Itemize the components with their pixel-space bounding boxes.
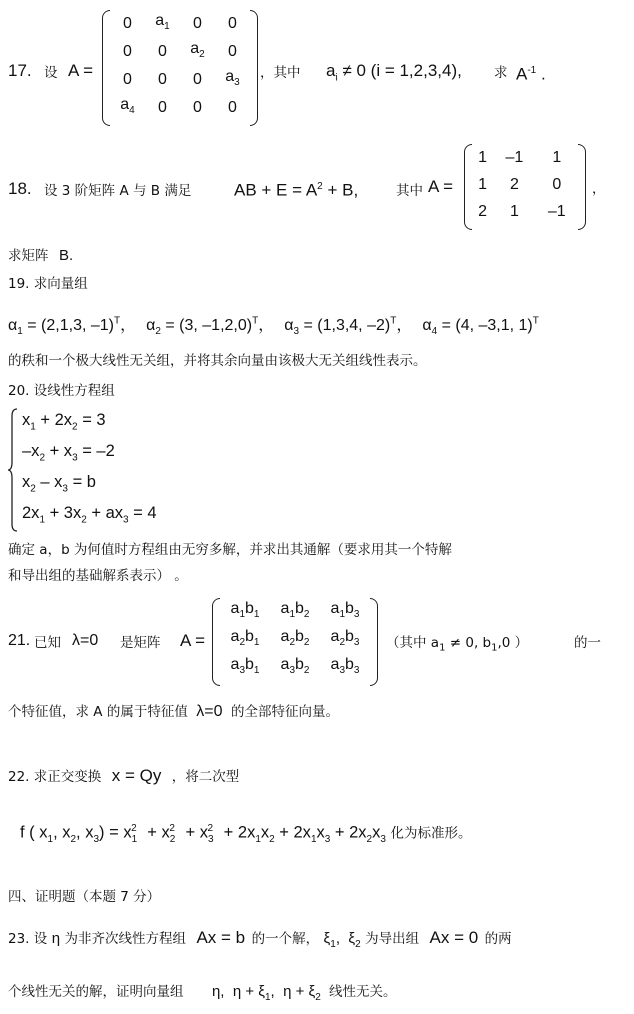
- section-title: 四、证明题（本题 7 分）: [8, 889, 161, 905]
- q19-description: 的秩和一个极大线性无关组，并将其余向量由该极大无关组线性表示。: [8, 353, 427, 369]
- matrix-cell-subscript: 3: [353, 609, 360, 621]
- q22-formula: f ( $x_1$, $x_2$, $x_3) = x_1^2 + x_2^2 + x_3^2 + 2x_1x_2 + 2x_1x_3 + 2x_2x_3$ 化为标准形。: [20, 823, 472, 845]
- equation-term: = 3: [77, 411, 106, 429]
- q19-vectors: [8, 313, 549, 342]
- matrix-cell-subscript: 2: [303, 609, 310, 621]
- q21-lead: 已知: [34, 635, 61, 651]
- vector-alpha-3: [284, 316, 413, 338]
- q20-equation-4: [22, 504, 157, 525]
- matrix-cell: 0: [123, 43, 132, 60]
- matrix-cell-subscript: 4: [129, 105, 135, 117]
- matrix-cell-subscript: 3: [289, 665, 295, 677]
- matrix-cell-subscript: 3: [353, 637, 360, 649]
- q18-ask-var: B.: [58, 247, 74, 264]
- equation-term: + x: [45, 442, 73, 460]
- vector-subscript: 2: [155, 326, 161, 338]
- matrix-cell-subscript: 2: [339, 637, 345, 649]
- matrix-cell-subscript: 2: [303, 665, 310, 677]
- equation-subscript: 1: [30, 421, 36, 433]
- q21-lambda: λ=0: [72, 632, 99, 649]
- q22-line1-a: 22. 求正交变换: [8, 769, 102, 785]
- vector-name: α: [8, 317, 18, 335]
- q20-equation-2: [22, 442, 115, 463]
- q20-line-b: [8, 567, 188, 585]
- vector-separator: ，: [396, 317, 413, 335]
- q20-equation-3: [22, 473, 96, 494]
- equation-subscript: 2: [81, 514, 87, 526]
- section-heading: [8, 888, 160, 906]
- matrix-cell: $a_2b_3$: [330, 627, 360, 649]
- q21-line2: [8, 703, 339, 721]
- q23-line2-b: 线性无关。: [328, 984, 397, 1000]
- q18-lhs: A =: [428, 177, 454, 196]
- vector-alpha-1: [8, 316, 137, 338]
- matrix-cell: $a_1b_2$: [280, 599, 310, 621]
- matrix-cell: $a_3b_3$: [330, 655, 360, 677]
- matrix-cell: $a_4$: [120, 95, 135, 117]
- matrix-cell: $a_3b_1$: [230, 655, 260, 677]
- q18-lead: 设 3 阶矩阵 A 与 B 满足: [44, 183, 192, 199]
- q20-instruction-a: 确定 a，b 为何值时方程组由无穷多解，并求出其通解（要求用其一个特解: [8, 542, 452, 558]
- q17-number: 17.: [8, 61, 32, 80]
- q23-line1-a: 23. 设: [8, 931, 48, 947]
- q18-ask: 求矩阵: [8, 248, 49, 264]
- q21-number: 21.: [8, 632, 31, 649]
- matrix-cell: 1: [509, 202, 519, 220]
- q23-eq1: Ax = b: [196, 928, 246, 947]
- q20-instruction-b: 和导出组的基础解系表示） 。: [8, 568, 188, 584]
- q21-condition: （其中 $a_1 \ne 0$, $b_1,0$ ）: [386, 635, 529, 654]
- matrix-cell-subscript: 2: [303, 637, 310, 649]
- q18-ask-line: [8, 247, 73, 265]
- equation-term: + ax: [86, 504, 124, 522]
- matrix-cell: 0: [123, 71, 132, 88]
- equation-subscript: 3: [62, 483, 68, 495]
- q17-condition: $a_i \ne 0$ (i = 1,2,3,4),: [326, 61, 462, 84]
- vector-value: = (4, –3,1, 1): [437, 317, 533, 335]
- matrix-cell: –1: [505, 148, 524, 166]
- matrix-cell-subscript: 3: [234, 77, 240, 89]
- matrix-cell: 1: [552, 148, 562, 166]
- vector-separator: ，: [120, 317, 137, 335]
- matrix-cell: 0: [228, 99, 237, 116]
- q17-ask: 求: [494, 65, 508, 81]
- vector-value: = (2,1,3, –1): [22, 317, 114, 335]
- q22-transform: x = Qy: [111, 766, 162, 785]
- vector-value: = (3, –1,2,0): [160, 317, 253, 335]
- q17-target: $A^{-1}$ .: [516, 64, 546, 84]
- q23-vector-set: η, $\eta + \xi_1$, $\eta + \xi_2$: [211, 983, 321, 1003]
- q21-line2-c: 的全部特征向量。: [230, 704, 339, 720]
- matrix-cell: 0: [228, 15, 237, 32]
- matrix-cell-subscript: 2: [199, 49, 205, 61]
- matrix-cell-subscript: 1: [253, 665, 260, 677]
- vector-transpose: T: [113, 316, 121, 327]
- q20-line1: 20. 设线性方程组: [8, 383, 115, 399]
- q23-line2: [8, 983, 396, 1007]
- vector-name: α: [146, 317, 156, 335]
- q17-lead: 设: [44, 65, 58, 81]
- q22-line1: [8, 767, 239, 786]
- matrix-cell-subscript: 2: [289, 637, 295, 649]
- equation-subscript: 2: [72, 421, 78, 433]
- matrix-cell: $a_2b_2$: [280, 627, 310, 649]
- q23-eq2: Ax = 0: [429, 928, 479, 947]
- equation-term: x: [22, 473, 31, 491]
- vector-subscript: 4: [431, 326, 438, 338]
- q20-brace: [8, 408, 18, 532]
- matrix-cell-subscript: 1: [164, 21, 170, 33]
- q18-mid: 其中: [396, 183, 423, 199]
- q21-end: 的一: [574, 635, 601, 651]
- q19-line1: 19. 求向量组: [8, 276, 88, 292]
- equation-subscript: 1: [39, 514, 45, 526]
- matrix-cell: 2: [478, 202, 488, 220]
- equation-term: = 4: [128, 504, 157, 522]
- matrix-cell: $a_2$: [190, 39, 205, 61]
- matrix-cell: 0: [158, 99, 167, 116]
- q23-line1-d: 为导出组: [365, 931, 420, 947]
- matrix-cell: 1: [478, 148, 488, 166]
- vector-subscript: 3: [293, 326, 300, 338]
- matrix-cell: 1: [478, 175, 488, 193]
- matrix-cell: 2: [509, 175, 519, 193]
- equation-subscript: 2: [30, 483, 36, 495]
- q18-number: 18.: [8, 179, 32, 198]
- matrix-cell-subscript: 3: [353, 665, 360, 677]
- matrix-cell-subscript: 1: [339, 609, 345, 621]
- equation-term: –x: [22, 442, 40, 460]
- q23-line1: [8, 929, 512, 954]
- q23-xi-pair: $\xi_1$, $\xi_2$: [323, 930, 361, 950]
- equation-term: = –2: [77, 442, 115, 460]
- matrix-cell-subscript: 1: [289, 609, 295, 621]
- vector-alpha-2: [146, 316, 275, 338]
- vector-alpha-4: [422, 316, 539, 338]
- matrix-cell: 0: [552, 175, 562, 193]
- q23-line1-e: 的两: [484, 931, 512, 947]
- matrix-cell: $a_2b_1$: [230, 627, 260, 649]
- q19-title: [8, 275, 88, 293]
- q20-equation-1: [22, 411, 106, 432]
- q18-equation: AB + $E = A^2 + B$,: [234, 180, 359, 200]
- q23-eta: η: [51, 930, 61, 947]
- matrix-cell: 0: [158, 43, 167, 60]
- q22-line1-c: ，将二次型: [171, 769, 240, 785]
- q19-line3: [8, 352, 427, 370]
- matrix-cell: –1: [547, 202, 566, 220]
- equation-subscript: 2: [39, 452, 45, 464]
- q21-matrix: [212, 598, 378, 686]
- equation-term: – x: [35, 473, 63, 491]
- q21-mid: 是矩阵: [120, 635, 161, 651]
- matrix-cell: 0: [228, 43, 237, 60]
- equation-term: 2x: [22, 504, 40, 522]
- equation-term: = b: [67, 473, 96, 491]
- matrix-cell: 0: [193, 15, 202, 32]
- q23-line1-b: 为非齐次线性方程组: [64, 931, 187, 947]
- q17-matrix: [102, 10, 258, 126]
- equation-subscript: 3: [72, 452, 78, 464]
- q17-lhs: A =: [68, 61, 94, 80]
- matrix-cell: 0: [193, 71, 202, 88]
- q21-line2-lambda: λ=0: [196, 703, 223, 720]
- matrix-cell: $a_1b_3$: [330, 599, 360, 621]
- matrix-cell: $a_1b_1$: [230, 599, 260, 621]
- equation-subscript: 3: [123, 514, 129, 526]
- q17-mid: ，其中: [260, 65, 301, 81]
- q21-line2-a: 个特征值，求 A 的属于特征值: [8, 704, 188, 720]
- q21-lhs: A =: [180, 631, 206, 650]
- vector-value: = (1,3,4, –2): [299, 317, 391, 335]
- matrix-cell-subscript: 2: [239, 637, 245, 649]
- matrix-cell-subscript: 1: [239, 609, 245, 621]
- vector-subscript: 1: [17, 326, 23, 338]
- q23-line1-c: 的一个解，: [251, 931, 320, 947]
- matrix-cell-subscript: 1: [253, 637, 260, 649]
- equation-term: x: [22, 411, 31, 429]
- matrix-cell-subscript: 3: [339, 665, 345, 677]
- matrix-cell: 0: [193, 99, 202, 116]
- matrix-cell: 0: [123, 15, 132, 32]
- matrix-cell: $a_3$: [225, 67, 240, 89]
- q20-title: [8, 382, 115, 400]
- q20-line-a: [8, 541, 452, 559]
- matrix-cell: $a_1$: [155, 11, 170, 33]
- equation-term: + 2x: [35, 411, 73, 429]
- q22-formula-tail: 化为标准形。: [390, 825, 472, 842]
- vector-transpose: T: [390, 316, 397, 327]
- matrix-cell: 0: [158, 71, 167, 88]
- q23-line2-a: 个线性无关的解，证明向量组: [8, 984, 184, 1000]
- vector-name: α: [284, 317, 294, 335]
- equation-term: + 3x: [45, 504, 82, 522]
- q18-end: ，: [592, 181, 606, 197]
- matrix-cell-subscript: 3: [239, 665, 245, 677]
- matrix-cell: $a_3b_2$: [280, 655, 310, 677]
- q18-matrix: [464, 144, 586, 230]
- vector-separator: ，: [258, 317, 275, 335]
- vector-transpose: T: [252, 316, 259, 327]
- vector-name: α: [422, 317, 432, 335]
- vector-transpose: T: [532, 316, 539, 327]
- matrix-cell-subscript: 1: [253, 609, 260, 621]
